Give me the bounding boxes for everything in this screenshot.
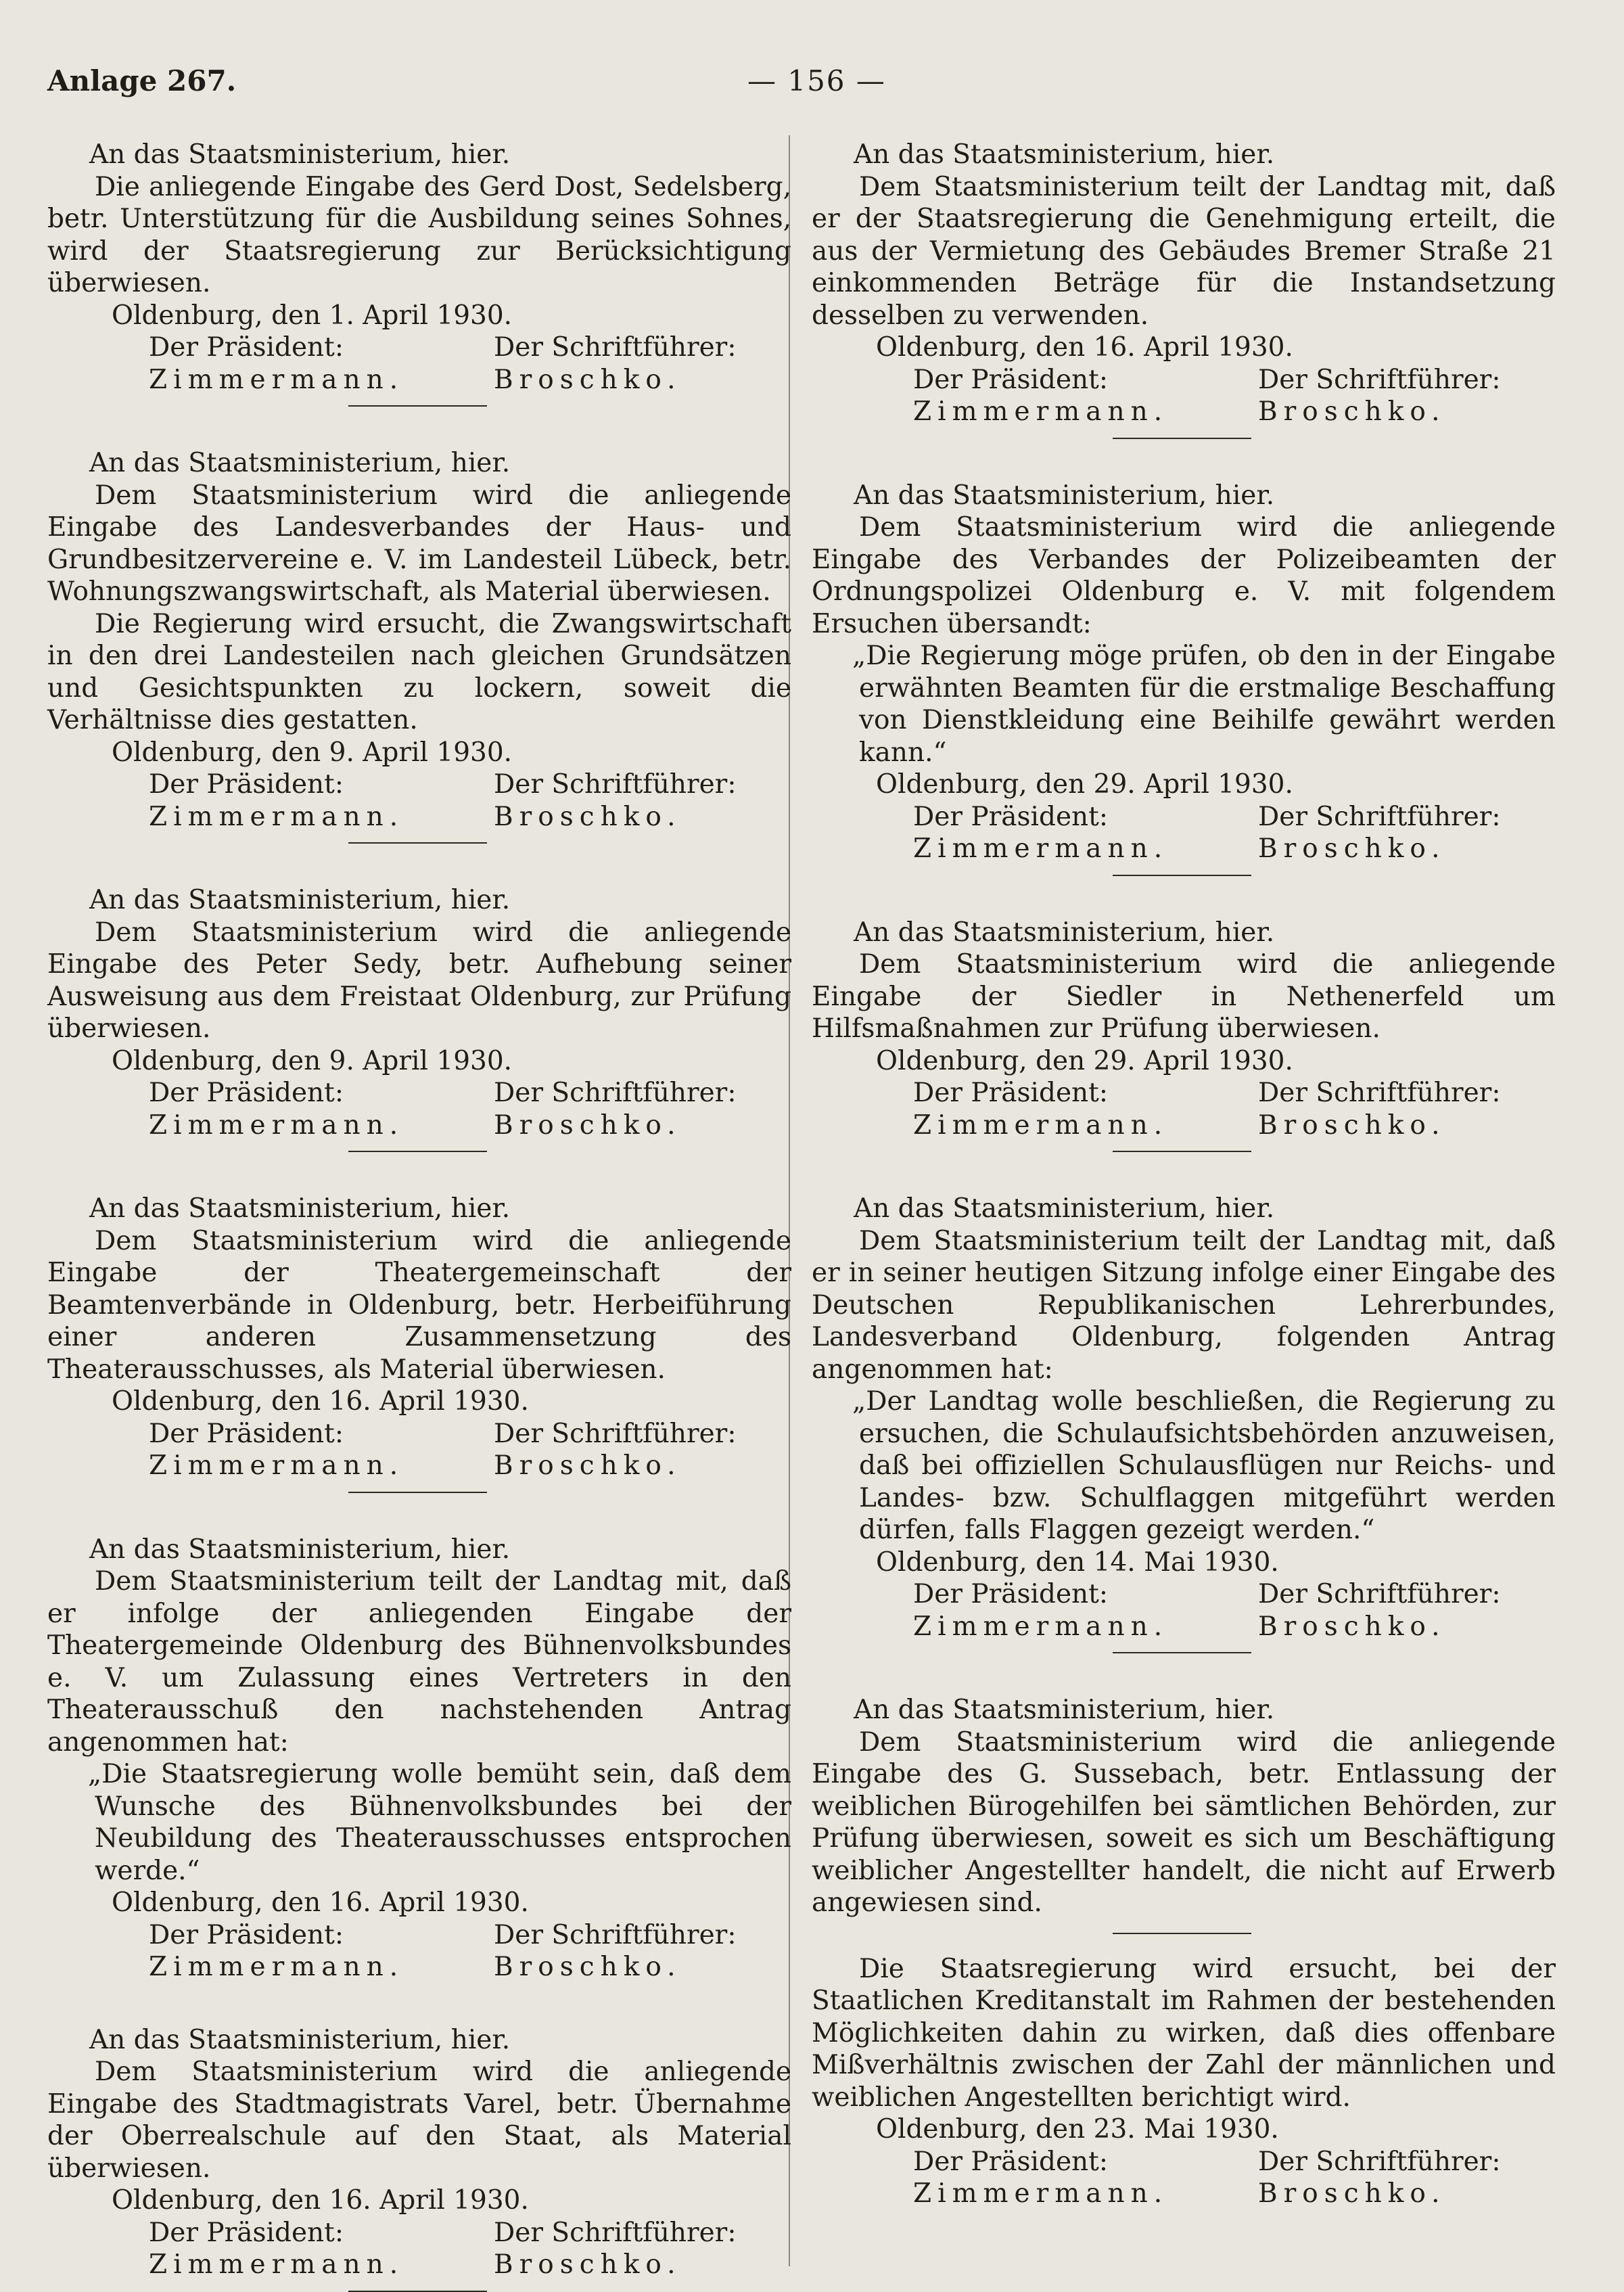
secretary-name: Broschko.: [1258, 833, 1446, 864]
salutation: An das Staatsministerium, hier.: [89, 885, 511, 915]
entry-body: Dem Staatsministerium wird die anliegende Eingabe des Stadtmagistrats Varel, betr. Übernahme der Oberrealschule auf den Staat, als Material überwiesen.: [47, 2057, 791, 2184]
resolution-entry: [47, 139, 791, 407]
signature-names: [812, 1611, 1556, 1643]
signature-titles: [812, 364, 1556, 396]
entry-separator: [1113, 1652, 1251, 1653]
resolution-entry: [812, 1694, 1556, 2210]
entry-body: Dem Staatsministerium wird die anliegende Eingabe des Verbandes der Polizeibeamten der Ordnungspolizei Oldenburg e. V. mit folgendem Ersuchen übersandt:: [812, 512, 1556, 639]
right-column: [812, 139, 1556, 2210]
president-title: Der Präsident:: [149, 769, 344, 800]
salutation: An das Staatsministerium, hier.: [854, 1695, 1275, 1725]
president-title: Der Präsident:: [913, 1579, 1108, 1609]
entry-date: Oldenburg, den 29. April 1930.: [876, 1045, 1293, 1076]
signature-names: [47, 364, 791, 396]
page-header: [47, 64, 1583, 105]
entry-body-2: Die Staatsregierung wird ersucht, bei der Staatlichen Kreditanstalt im Rahmen der bestehenden Möglichkeiten dahin zu wirken, daß dies offenbare Mißverhältnis zwischen der Zahl der männlichen und weiblichen Angestellten berichtigt wird.: [812, 1953, 1556, 2113]
signature-names: [47, 801, 791, 833]
president-title: Der Präsident:: [913, 801, 1108, 832]
entry-separator: [348, 1492, 487, 1493]
signature-names: [812, 2178, 1556, 2210]
signature-titles: [812, 1578, 1556, 1611]
signature-names: [47, 2249, 791, 2281]
signature-names: [812, 396, 1556, 428]
secretary-name: Broschko.: [494, 801, 682, 832]
secretary-title: Der Schriftführer:: [494, 769, 737, 800]
secretary-name: Broschko.: [494, 1109, 682, 1141]
president-title: Der Präsident:: [913, 364, 1108, 395]
signature-names: [812, 1109, 1556, 1142]
entry-quote: „Die Regierung möge prüfen, ob den in der Eingabe erwähnten Beamten für die erstmalige Beschaffung von Dienstkleidung eine Beihilfe gewährt werden kann.“: [852, 641, 1556, 768]
entry-body: Dem Staatsministerium teilt der Landtag mit, daß er infolge der anliegenden Eingabe der Theatergemeinde Oldenburg des Bühnenvolksbundes e. V. um Zulassung eines Vertreters in den Theaterausschuß den nachstehenden Antrag angenommen hat:: [47, 1566, 791, 1758]
resolution-entry: [812, 917, 1556, 1153]
resolution-entry: [47, 1534, 791, 1984]
president-name: Zimmermann.: [149, 364, 404, 395]
president-name: Zimmermann.: [149, 1450, 404, 1481]
entry-body: Dem Staatsministerium wird die anliegende Eingabe des Landesverbandes der Haus- und Grundbesitzervereine e. V. im Landesteil Lübeck, betr. Wohnungszwangswirtschaft, als Material überwiesen.: [47, 480, 791, 607]
entry-body: Dem Staatsministerium wird die anliegende Eingabe des Peter Sedy, betr. Aufhebung seiner Ausweisung aus dem Freistaat Oldenburg, zur Prüfung überwiesen.: [47, 917, 791, 1044]
signature-names: [47, 1109, 791, 1142]
entry-body: Die anliegende Eingabe des Gerd Dost, Sedelsberg, betr. Unterstützung für die Ausbildung seines Sohnes, wird der Staatsregierung zur Berücksichtigung überwiesen.: [47, 171, 791, 298]
resolution-entry: [812, 1193, 1556, 1653]
signature-titles: [812, 1077, 1556, 1109]
president-title: Der Präsident:: [149, 1919, 344, 1950]
secretary-title: Der Schriftführer:: [494, 1919, 737, 1950]
secretary-title: Der Schriftführer:: [1258, 364, 1501, 395]
president-title: Der Präsident:: [913, 2146, 1108, 2177]
entry-separator: [1113, 1151, 1251, 1152]
entry-date: Oldenburg, den 9. April 1930.: [112, 1045, 513, 1076]
president-name: Zimmermann.: [913, 2178, 1169, 2209]
entry-body: Dem Staatsministerium wird die anliegende Eingabe der Theatergemeinschaft der Beamtenverbände in Oldenburg, betr. Herbeiführung einer anderen Zusammensetzung des Theaterausschusses, als Material überwiesen.: [47, 1225, 791, 1385]
entry-quote: „Die Staatsregierung wolle bemüht sein, daß dem Wunsche des Bühnenvolksbundes bei der Neubildung des Theaterausschusses entsprochen werde.“: [88, 1759, 791, 1886]
president-title: Der Präsident:: [149, 332, 344, 363]
president-title: Der Präsident:: [149, 1418, 344, 1449]
signature-titles: [47, 1077, 791, 1109]
secretary-title: Der Schriftführer:: [1258, 2146, 1501, 2177]
salutation: An das Staatsministerium, hier.: [89, 139, 511, 170]
resolution-entry: [812, 139, 1556, 439]
president-name: Zimmermann.: [149, 2249, 404, 2280]
secretary-name: Broschko.: [494, 1952, 682, 1982]
president-name: Zimmermann.: [913, 1109, 1169, 1141]
salutation: An das Staatsministerium, hier.: [89, 1534, 511, 1565]
signature-titles: [812, 801, 1556, 833]
president-name: Zimmermann.: [149, 1952, 404, 1982]
entry-date: Oldenburg, den 9. April 1930.: [112, 737, 513, 768]
signature-names: [47, 1951, 791, 1984]
entry-date: Oldenburg, den 16. April 1930.: [112, 2185, 529, 2216]
entry-date: Oldenburg, den 16. April 1930.: [112, 1386, 529, 1417]
secretary-name: Broschko.: [1258, 1109, 1446, 1141]
salutation: An das Staatsministerium, hier.: [89, 2024, 511, 2055]
entry-body-2: Die Regierung wird ersucht, die Zwangswirtschaft in den drei Landesteilen nach gleichen Grundsätzen und Gesichtspunkten zu lockern, soweit die Verhältnisse dies gestatten.: [47, 608, 791, 735]
salutation: An das Staatsministerium, hier.: [854, 1193, 1275, 1224]
annex-label: Anlage 267.: [47, 64, 237, 97]
salutation: An das Staatsministerium, hier.: [854, 139, 1275, 170]
secretary-title: Der Schriftführer:: [494, 1078, 737, 1108]
signature-titles: [47, 769, 791, 801]
entry-separator: [348, 2291, 487, 2292]
resolution-entry: [47, 447, 791, 844]
salutation: An das Staatsministerium, hier.: [89, 448, 511, 478]
president-name: Zimmermann.: [913, 396, 1169, 427]
resolution-entry: [812, 480, 1556, 876]
secretary-title: Der Schriftführer:: [494, 2217, 737, 2248]
entry-separator: [348, 842, 487, 844]
secretary-name: Broschko.: [494, 1450, 682, 1481]
secretary-name: Broschko.: [1258, 2178, 1446, 2209]
president-title: Der Präsident:: [913, 1078, 1108, 1108]
secretary-title: Der Schriftführer:: [494, 1418, 737, 1449]
entry-separator: [1113, 875, 1251, 876]
president-name: Zimmermann.: [913, 1611, 1169, 1642]
entry-body: Dem Staatsministerium teilt der Landtag mit, daß er in seiner heutigen Sitzung infolge einer Eingabe des Deutschen Republikanischen Lehrerbundes, Landesverband Oldenburg, folgenden Antrag angenommen hat:: [812, 1225, 1556, 1385]
page-number: — 156 —: [747, 64, 886, 97]
president-title: Der Präsident:: [149, 1078, 344, 1108]
president-name: Zimmermann.: [149, 1109, 404, 1141]
entry-date: Oldenburg, den 16. April 1930.: [112, 1887, 529, 1918]
resolution-entry: [47, 884, 791, 1152]
secretary-name: Broschko.: [494, 364, 682, 395]
signature-titles: [47, 1919, 791, 1952]
salutation: An das Staatsministerium, hier.: [854, 480, 1275, 511]
entry-separator: [348, 1151, 487, 1152]
signature-titles: [47, 2217, 791, 2249]
signature-names: [812, 833, 1556, 865]
president-name: Zimmermann.: [149, 801, 404, 832]
entry-separator: [1113, 438, 1251, 439]
president-title: Der Präsident:: [149, 2217, 344, 2248]
secretary-name: Broschko.: [494, 2249, 682, 2280]
salutation: An das Staatsministerium, hier.: [89, 1193, 511, 1224]
secretary-title: Der Schriftführer:: [1258, 1078, 1501, 1108]
left-column: [47, 139, 791, 2292]
entry-separator: [348, 405, 487, 407]
entry-quote: „Der Landtag wolle beschließen, die Regierung zu ersuchen, die Schulaufsichtsbehörden anzuweisen, daß bei offiziellen Schulausflügen nur Reichs- und Landes- bzw. Schulflaggen mitgeführt werden dürfen, falls Flaggen gezeigt werden.“: [852, 1386, 1556, 1545]
secretary-title: Der Schriftführer:: [494, 332, 737, 363]
entry-date: Oldenburg, den 14. Mai 1930.: [876, 1546, 1279, 1578]
entry-body: Dem Staatsministerium teilt der Landtag mit, daß er der Staatsregierung die Genehmigung erteilt, die aus der Vermietung des Gebäudes Bremer Straße 21 einkommenden Beträge für die Instandsetzung desselben zu verwenden.: [812, 171, 1556, 331]
signature-names: [47, 1450, 791, 1482]
secretary-title: Der Schriftführer:: [1258, 801, 1501, 832]
secretary-name: Broschko.: [1258, 1611, 1446, 1642]
entry-body: Dem Staatsministerium wird die anliegende Eingabe des G. Sussebach, betr. Entlassung der weiblichen Bürogehilfen bei sämtlichen Behörden, zur Prüfung überwiesen, soweit es sich um Beschäftigung weiblicher Angestellter handelt, die nicht auf Erwerb angewiesen sind.: [812, 1726, 1556, 1918]
signature-titles: [47, 1418, 791, 1450]
resolution-entry: [47, 2024, 791, 2292]
entry-date: Oldenburg, den 1. April 1930.: [112, 300, 513, 331]
secretary-title: Der Schriftführer:: [1258, 1579, 1501, 1609]
signature-titles: [47, 331, 791, 364]
salutation: An das Staatsministerium, hier.: [854, 917, 1275, 948]
entry-body: Dem Staatsministerium wird die anliegende Eingabe der Siedler in Nethenerfeld um Hilfsmaßnahmen zur Prüfung überwiesen.: [812, 949, 1556, 1044]
president-name: Zimmermann.: [913, 833, 1169, 864]
entry-date: Oldenburg, den 23. Mai 1930.: [876, 2114, 1279, 2145]
entry-separator: [1113, 1933, 1251, 1934]
resolution-entry: [47, 1193, 791, 1493]
secretary-name: Broschko.: [1258, 396, 1446, 427]
entry-date: Oldenburg, den 16. April 1930.: [876, 332, 1293, 363]
entry-date: Oldenburg, den 29. April 1930.: [876, 769, 1293, 800]
signature-titles: [812, 2146, 1556, 2178]
